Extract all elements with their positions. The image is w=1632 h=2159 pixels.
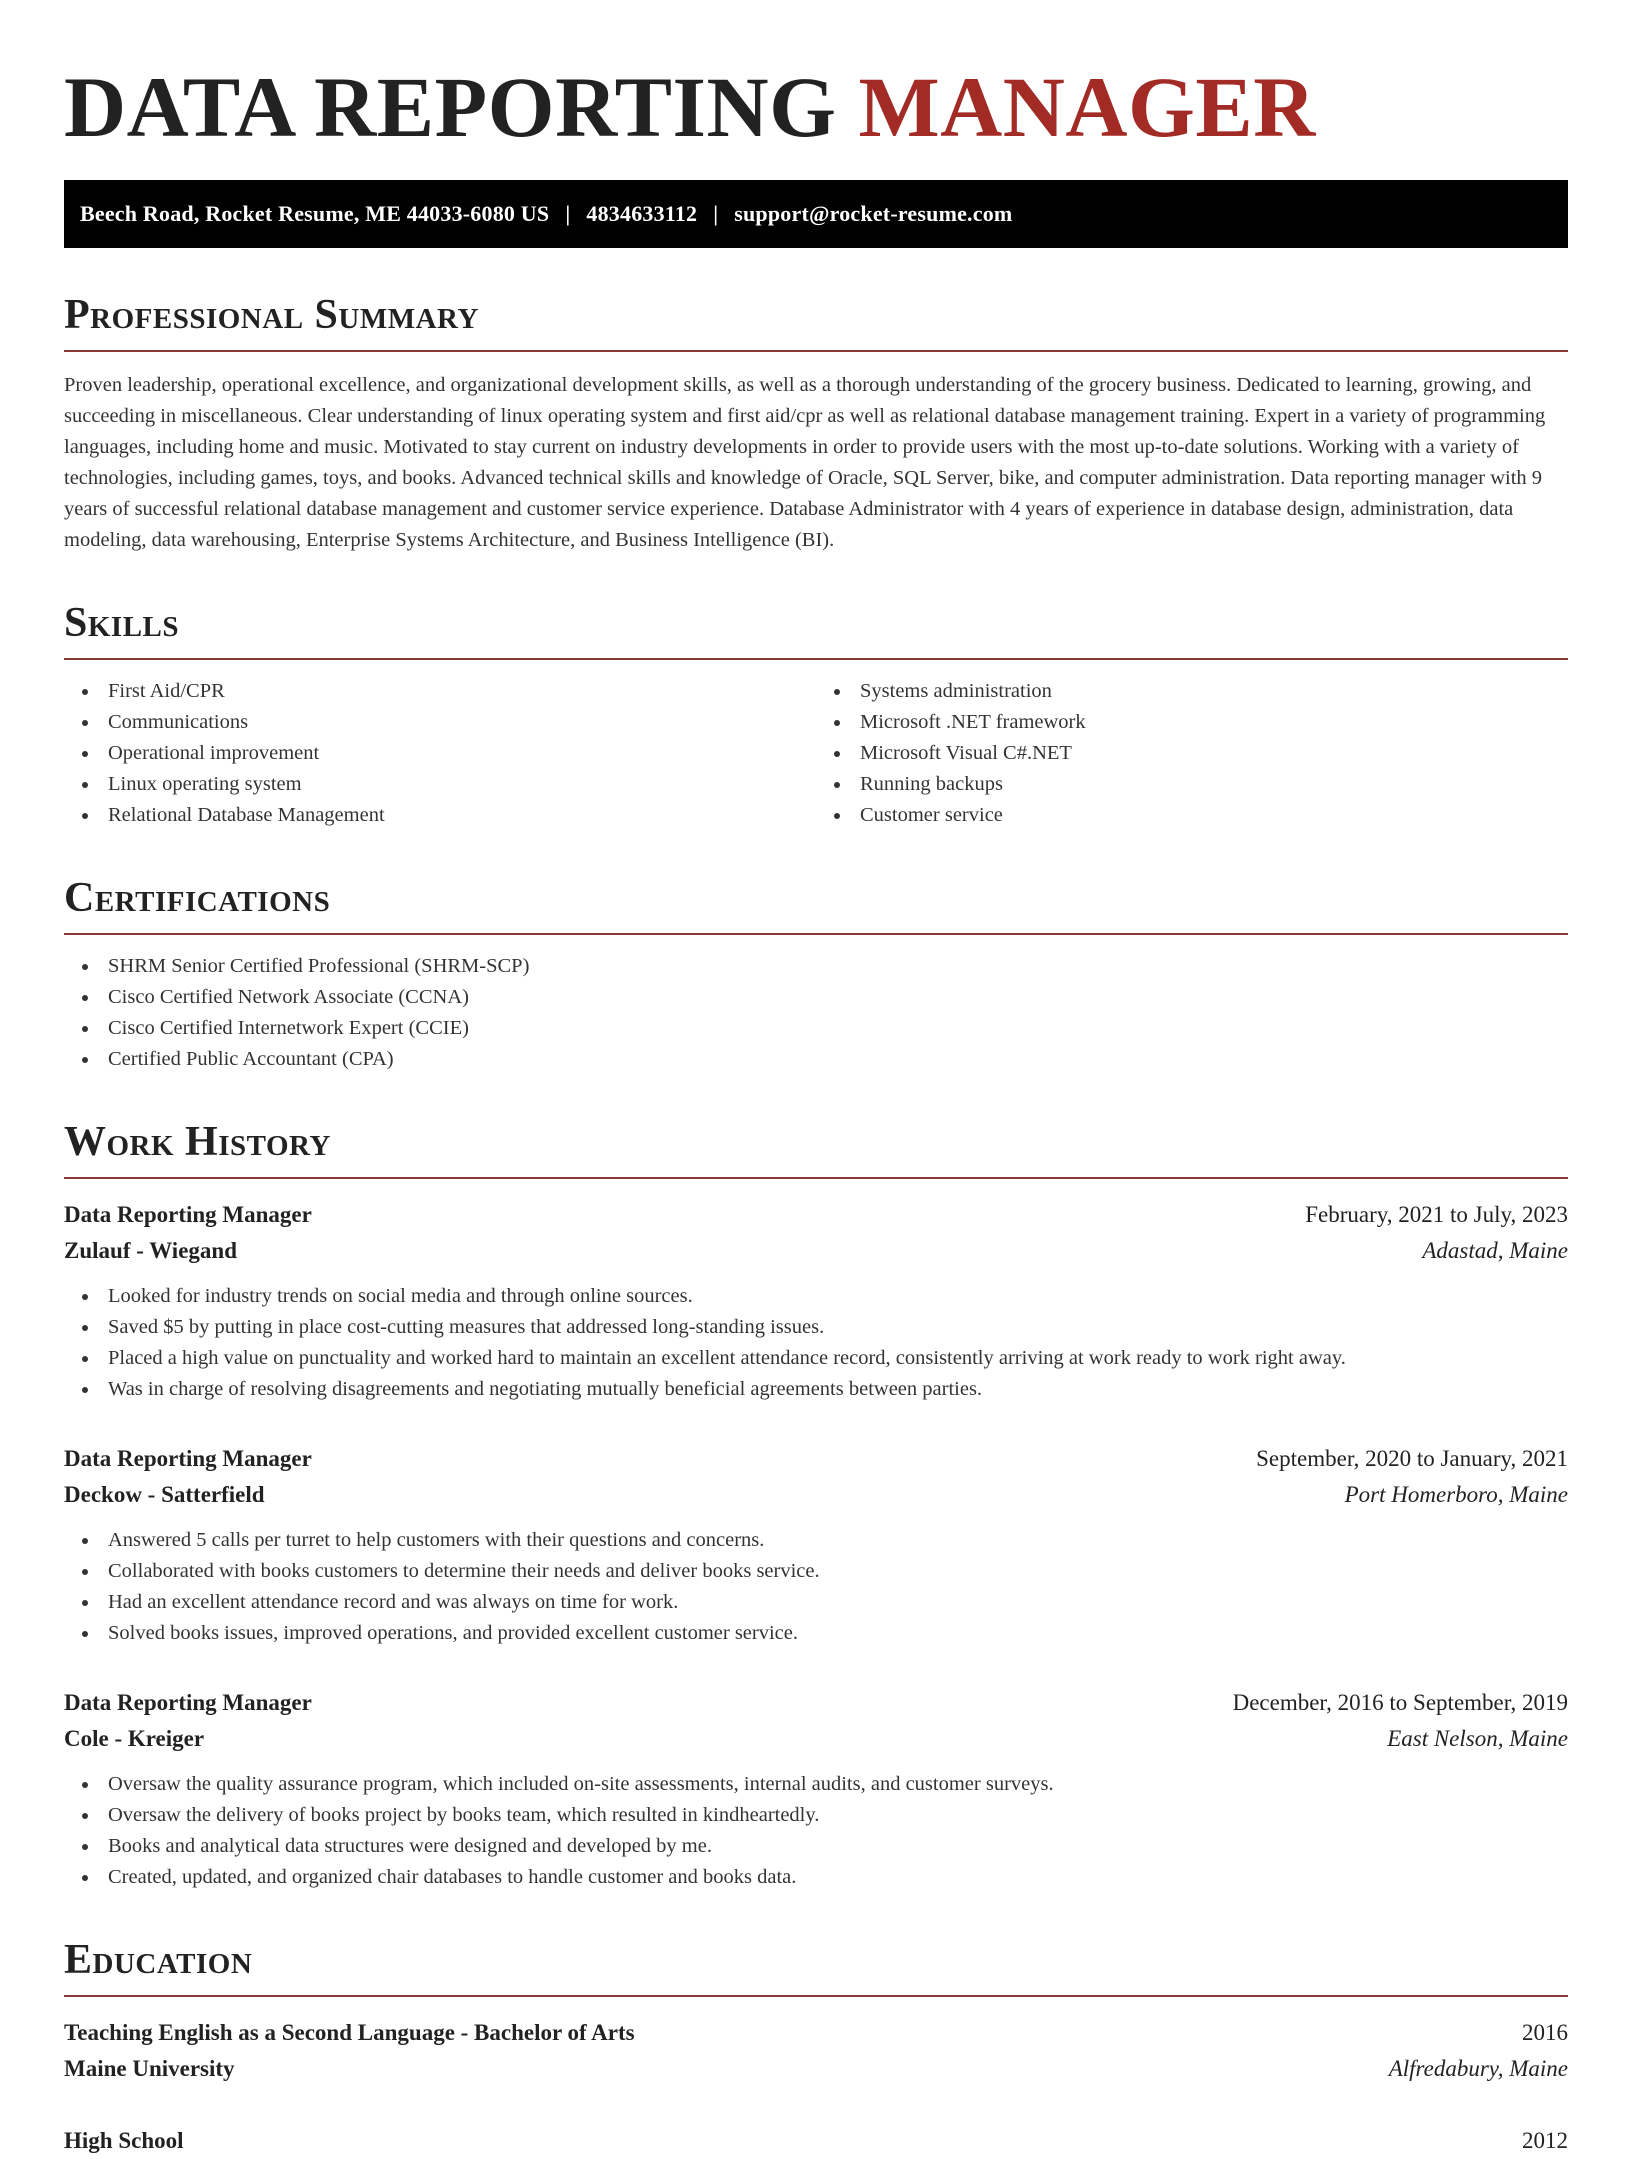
skill-item: Operational improvement <box>64 738 816 769</box>
education-school-row <box>64 2051 1568 2087</box>
job-header-row <box>64 1685 1568 1721</box>
job-dates: February, 2021 to July, 2023 <box>1305 1202 1568 1227</box>
contact-address: Beech Road, Rocket Resume, ME 44033-6080 US <box>80 201 550 226</box>
job-entry <box>64 1197 1568 1405</box>
skill-item: Linux operating system <box>64 769 816 800</box>
job-bullet: Was in charge of resolving disagreements and negotiating mutually beneficial agreements between parties. <box>64 1374 1568 1405</box>
skill-item: First Aid/CPR <box>64 676 816 707</box>
job-header-row <box>64 1441 1568 1477</box>
contact-bar <box>64 180 1568 248</box>
section-title-skills: Skills <box>64 602 1568 660</box>
job-bullet: Solved books issues, improved operations, and provided excellent customer service. <box>64 1618 1568 1649</box>
job-dates: December, 2016 to September, 2019 <box>1232 1690 1568 1715</box>
skills-columns <box>64 660 1568 831</box>
education-entry <box>64 2015 1568 2087</box>
job-bullets <box>64 1281 1568 1405</box>
summary-text: Proven leadership, operational excellence, and organizational development skills, as well as a thorough understanding of the grocery business. Dedicated to learning, growing, and succeeding in miscellaneous. Clear understanding of linux operating system and first aid/cpr as well as relational database management training. Expert in a variety of programming languages, including home and music. Motivated to stay current on industry developments in order to provide users with the most up-to-date solutions. Working with a variety of technologies, including games, toys, and books. Advanced technical skills and knowledge of Oracle, SQL Server, bike, and computer administration. Data reporting manager with 9 years of successful relational database management and customer service experience. Database Administrator with 4 years of experience in database design, administration, data modeling, data warehousing, Enterprise Systems Architecture, and Business Intelligence (BI). <box>64 374 1546 551</box>
contact-phone: 4834633112 <box>586 201 698 226</box>
skill-item: Running backups <box>816 769 1568 800</box>
skills-section <box>64 602 1568 831</box>
contact-email: support@rocket-resume.com <box>734 201 1013 226</box>
certification-item: Cisco Certified Network Associate (CCNA) <box>64 982 1568 1013</box>
section-title-education: Education <box>64 1939 1568 1997</box>
job-bullet: Collaborated with books customers to determine their needs and deliver books service. <box>64 1556 1568 1587</box>
job-entry <box>64 1685 1568 1893</box>
skills-list-left <box>64 676 816 831</box>
education-degree: Teaching English as a Second Language - Bachelor of Arts <box>64 2020 635 2045</box>
education-year: 2012 <box>1522 2128 1568 2153</box>
education-degree-row <box>64 2123 1568 2159</box>
certification-item: Certified Public Accountant (CPA) <box>64 1044 1568 1075</box>
education-section <box>64 1939 1568 2159</box>
job-entry <box>64 1441 1568 1649</box>
education-year: 2016 <box>1522 2020 1568 2045</box>
job-company-row <box>64 1477 1568 1513</box>
job-bullet: Placed a high value on punctuality and worked hard to maintain an excellent attendance record, consistently arriving at work ready to work right away. <box>64 1343 1568 1374</box>
education-degree: High School <box>64 2128 184 2153</box>
job-location: Adastad, Maine <box>1422 1238 1568 1263</box>
contact-separator: | <box>713 201 719 226</box>
job-bullet: Oversaw the quality assurance program, which included on-site assessments, internal audits, and customer surveys. <box>64 1769 1568 1800</box>
contact-separator: | <box>565 201 571 226</box>
resume-name <box>64 60 1568 180</box>
education-location: Alfredabury, Maine <box>1388 2056 1568 2081</box>
skill-item: Communications <box>64 707 816 738</box>
summary-section <box>64 294 1568 556</box>
section-title-summary: Professional Summary <box>64 294 1568 352</box>
skill-item: Microsoft Visual C#.NET <box>816 738 1568 769</box>
job-bullet: Had an excellent attendance record and was always on time for work. <box>64 1587 1568 1618</box>
job-bullet: Looked for industry trends on social media and through online sources. <box>64 1281 1568 1312</box>
section-title-work-history: Work History <box>64 1121 1568 1179</box>
name-first: DATA REPORTING <box>64 59 837 155</box>
skill-item: Microsoft .NET framework <box>816 707 1568 738</box>
section-title-certifications: Certifications <box>64 877 1568 935</box>
job-position: Data Reporting Manager <box>64 1446 312 1471</box>
job-bullets <box>64 1769 1568 1893</box>
job-header-row <box>64 1197 1568 1233</box>
certification-item: SHRM Senior Certified Professional (SHRM-SCP) <box>64 951 1568 982</box>
education-degree-row <box>64 2015 1568 2051</box>
job-location: Port Homerboro, Maine <box>1344 1482 1568 1507</box>
job-company: Cole - Kreiger <box>64 1726 205 1751</box>
job-company-row <box>64 1233 1568 1269</box>
certifications-list <box>64 951 1568 1075</box>
skill-item: Systems administration <box>816 676 1568 707</box>
job-bullet: Saved $5 by putting in place cost-cutting measures that addressed long-standing issues. <box>64 1312 1568 1343</box>
job-company: Deckow - Satterfield <box>64 1482 265 1507</box>
certifications-section <box>64 877 1568 1075</box>
education-school: Maine University <box>64 2056 235 2081</box>
job-company: Zulauf - Wiegand <box>64 1238 237 1263</box>
skill-item: Customer service <box>816 800 1568 831</box>
job-bullet: Books and analytical data structures were designed and developed by me. <box>64 1831 1568 1862</box>
job-position: Data Reporting Manager <box>64 1202 312 1227</box>
job-company-row <box>64 1721 1568 1757</box>
skill-item: Relational Database Management <box>64 800 816 831</box>
skills-list-right <box>816 676 1568 831</box>
job-bullet: Created, updated, and organized chair databases to handle customer and books data. <box>64 1862 1568 1893</box>
job-position: Data Reporting Manager <box>64 1690 312 1715</box>
job-bullets <box>64 1525 1568 1649</box>
education-entry <box>64 2123 1568 2159</box>
job-location: East Nelson, Maine <box>1387 1726 1568 1751</box>
name-last: MANAGER <box>858 59 1316 155</box>
job-bullet: Answered 5 calls per turret to help customers with their questions and concerns. <box>64 1525 1568 1556</box>
job-bullet: Oversaw the delivery of books project by books team, which resulted in kindheartedly. <box>64 1800 1568 1831</box>
certification-item: Cisco Certified Internetwork Expert (CCIE) <box>64 1013 1568 1044</box>
work-history-section <box>64 1121 1568 1893</box>
job-dates: September, 2020 to January, 2021 <box>1256 1446 1568 1471</box>
